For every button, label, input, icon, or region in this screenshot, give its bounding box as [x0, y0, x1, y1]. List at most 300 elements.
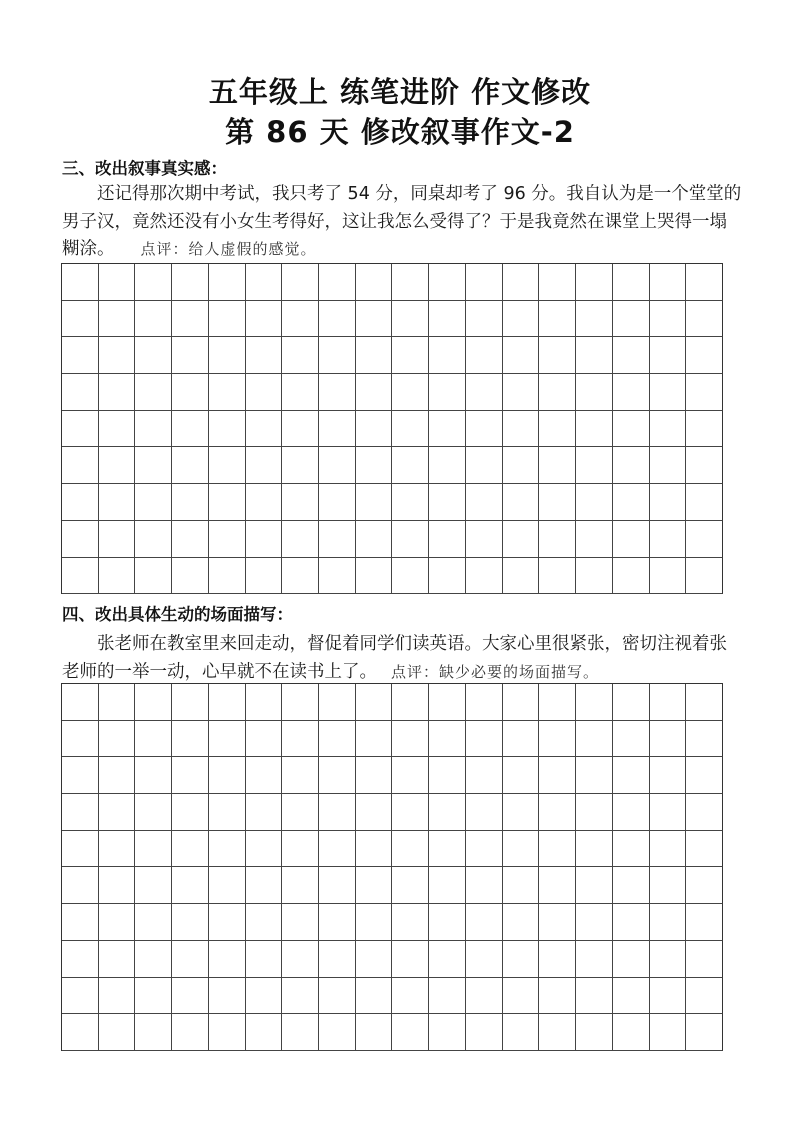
grid-cell[interactable]	[319, 337, 356, 374]
grid-cell[interactable]	[686, 1014, 723, 1051]
grid-cell[interactable]	[319, 831, 356, 868]
grid-cell[interactable]	[135, 794, 172, 831]
grid-cell[interactable]	[282, 447, 319, 484]
grid-cell[interactable]	[466, 757, 503, 794]
grid-cell[interactable]	[650, 831, 687, 868]
grid-cell[interactable]	[246, 978, 283, 1015]
grid-cell[interactable]	[429, 831, 466, 868]
grid-cell[interactable]	[686, 337, 723, 374]
grid-cell[interactable]	[392, 264, 429, 301]
grid-cell[interactable]	[209, 264, 246, 301]
grid-cell[interactable]	[613, 757, 650, 794]
grid-cell[interactable]	[135, 684, 172, 721]
grid-cell[interactable]	[282, 558, 319, 595]
grid-cell[interactable]	[209, 684, 246, 721]
grid-cell[interactable]	[613, 1014, 650, 1051]
grid-cell[interactable]	[503, 721, 540, 758]
grid-cell[interactable]	[686, 904, 723, 941]
grid-cell[interactable]	[503, 337, 540, 374]
grid-cell[interactable]	[246, 337, 283, 374]
grid-cell[interactable]	[613, 264, 650, 301]
grid-cell[interactable]	[613, 904, 650, 941]
grid-cell[interactable]	[209, 521, 246, 558]
grid-cell[interactable]	[503, 374, 540, 411]
grid-cell[interactable]	[356, 374, 393, 411]
grid-cell[interactable]	[282, 794, 319, 831]
grid-cell[interactable]	[319, 721, 356, 758]
grid-cell[interactable]	[576, 757, 613, 794]
grid-cell[interactable]	[172, 447, 209, 484]
grid-cell[interactable]	[99, 684, 136, 721]
grid-cell[interactable]	[135, 521, 172, 558]
grid-cell[interactable]	[99, 558, 136, 595]
grid-cell[interactable]	[172, 264, 209, 301]
grid-cell[interactable]	[466, 521, 503, 558]
grid-cell[interactable]	[466, 411, 503, 448]
grid-cell[interactable]	[392, 941, 429, 978]
grid-cell[interactable]	[356, 721, 393, 758]
writing-grid-section-4[interactable]	[61, 683, 723, 1051]
grid-cell[interactable]	[319, 904, 356, 941]
grid-cell[interactable]	[246, 301, 283, 338]
grid-cell[interactable]	[209, 301, 246, 338]
grid-cell[interactable]	[429, 301, 466, 338]
grid-cell[interactable]	[172, 484, 209, 521]
grid-cell[interactable]	[282, 484, 319, 521]
grid-cell[interactable]	[172, 794, 209, 831]
grid-cell[interactable]	[392, 978, 429, 1015]
grid-cell[interactable]	[650, 374, 687, 411]
grid-cell[interactable]	[539, 411, 576, 448]
grid-cell[interactable]	[135, 978, 172, 1015]
grid-cell[interactable]	[613, 521, 650, 558]
grid-cell[interactable]	[356, 757, 393, 794]
grid-cell[interactable]	[62, 447, 99, 484]
grid-cell[interactable]	[576, 447, 613, 484]
grid-cell[interactable]	[576, 521, 613, 558]
grid-cell[interactable]	[99, 411, 136, 448]
grid-cell[interactable]	[319, 978, 356, 1015]
grid-cell[interactable]	[503, 978, 540, 1015]
grid-cell[interactable]	[62, 904, 99, 941]
grid-cell[interactable]	[356, 337, 393, 374]
grid-cell[interactable]	[576, 484, 613, 521]
grid-cell[interactable]	[135, 867, 172, 904]
grid-cell[interactable]	[686, 447, 723, 484]
grid-cell[interactable]	[686, 264, 723, 301]
grid-cell[interactable]	[319, 264, 356, 301]
grid-cell[interactable]	[135, 374, 172, 411]
grid-cell[interactable]	[209, 411, 246, 448]
grid-cell[interactable]	[62, 794, 99, 831]
grid-cell[interactable]	[650, 558, 687, 595]
grid-cell[interactable]	[135, 558, 172, 595]
grid-cell[interactable]	[613, 684, 650, 721]
grid-cell[interactable]	[503, 521, 540, 558]
grid-cell[interactable]	[466, 904, 503, 941]
grid-cell[interactable]	[246, 558, 283, 595]
grid-cell[interactable]	[613, 721, 650, 758]
grid-cell[interactable]	[246, 484, 283, 521]
grid-cell[interactable]	[356, 941, 393, 978]
grid-cell[interactable]	[466, 374, 503, 411]
grid-cell[interactable]	[539, 941, 576, 978]
grid-cell[interactable]	[246, 521, 283, 558]
grid-cell[interactable]	[135, 904, 172, 941]
grid-cell[interactable]	[62, 374, 99, 411]
grid-cell[interactable]	[429, 1014, 466, 1051]
grid-cell[interactable]	[503, 558, 540, 595]
grid-cell[interactable]	[686, 411, 723, 448]
grid-cell[interactable]	[99, 301, 136, 338]
grid-cell[interactable]	[356, 684, 393, 721]
grid-cell[interactable]	[686, 521, 723, 558]
grid-cell[interactable]	[539, 684, 576, 721]
grid-cell[interactable]	[650, 867, 687, 904]
grid-cell[interactable]	[686, 374, 723, 411]
grid-cell[interactable]	[282, 721, 319, 758]
grid-cell[interactable]	[613, 867, 650, 904]
grid-cell[interactable]	[503, 794, 540, 831]
grid-cell[interactable]	[650, 794, 687, 831]
grid-cell[interactable]	[539, 558, 576, 595]
grid-cell[interactable]	[429, 521, 466, 558]
grid-cell[interactable]	[135, 301, 172, 338]
grid-cell[interactable]	[282, 521, 319, 558]
grid-cell[interactable]	[539, 447, 576, 484]
grid-cell[interactable]	[466, 301, 503, 338]
grid-cell[interactable]	[392, 904, 429, 941]
grid-cell[interactable]	[135, 831, 172, 868]
grid-cell[interactable]	[209, 1014, 246, 1051]
grid-cell[interactable]	[282, 831, 319, 868]
grid-cell[interactable]	[62, 301, 99, 338]
grid-cell[interactable]	[429, 721, 466, 758]
grid-cell[interactable]	[650, 447, 687, 484]
grid-cell[interactable]	[209, 978, 246, 1015]
grid-cell[interactable]	[539, 521, 576, 558]
grid-cell[interactable]	[62, 831, 99, 868]
grid-cell[interactable]	[356, 411, 393, 448]
grid-cell[interactable]	[62, 484, 99, 521]
grid-cell[interactable]	[576, 978, 613, 1015]
grid-cell[interactable]	[539, 794, 576, 831]
grid-cell[interactable]	[392, 374, 429, 411]
grid-cell[interactable]	[576, 411, 613, 448]
grid-cell[interactable]	[613, 941, 650, 978]
grid-cell[interactable]	[503, 684, 540, 721]
grid-cell[interactable]	[576, 867, 613, 904]
grid-cell[interactable]	[650, 484, 687, 521]
grid-cell[interactable]	[429, 794, 466, 831]
grid-cell[interactable]	[686, 978, 723, 1015]
grid-cell[interactable]	[392, 521, 429, 558]
grid-cell[interactable]	[246, 374, 283, 411]
grid-cell[interactable]	[576, 337, 613, 374]
grid-cell[interactable]	[466, 831, 503, 868]
grid-cell[interactable]	[650, 521, 687, 558]
grid-cell[interactable]	[99, 757, 136, 794]
grid-cell[interactable]	[246, 867, 283, 904]
grid-cell[interactable]	[503, 447, 540, 484]
grid-cell[interactable]	[282, 867, 319, 904]
grid-cell[interactable]	[99, 337, 136, 374]
grid-cell[interactable]	[62, 867, 99, 904]
grid-cell[interactable]	[650, 978, 687, 1015]
grid-cell[interactable]	[576, 831, 613, 868]
grid-cell[interactable]	[686, 867, 723, 904]
grid-cell[interactable]	[686, 831, 723, 868]
grid-cell[interactable]	[319, 558, 356, 595]
grid-cell[interactable]	[686, 757, 723, 794]
grid-cell[interactable]	[282, 941, 319, 978]
grid-cell[interactable]	[503, 757, 540, 794]
grid-cell[interactable]	[650, 684, 687, 721]
grid-cell[interactable]	[282, 337, 319, 374]
grid-cell[interactable]	[650, 337, 687, 374]
grid-cell[interactable]	[503, 941, 540, 978]
grid-cell[interactable]	[172, 867, 209, 904]
grid-cell[interactable]	[576, 1014, 613, 1051]
grid-cell[interactable]	[686, 558, 723, 595]
grid-cell[interactable]	[539, 484, 576, 521]
grid-cell[interactable]	[209, 757, 246, 794]
grid-cell[interactable]	[99, 978, 136, 1015]
grid-cell[interactable]	[650, 904, 687, 941]
grid-cell[interactable]	[319, 1014, 356, 1051]
grid-cell[interactable]	[576, 941, 613, 978]
grid-cell[interactable]	[392, 684, 429, 721]
grid-cell[interactable]	[686, 941, 723, 978]
grid-cell[interactable]	[539, 301, 576, 338]
writing-grid-section-3[interactable]	[61, 263, 723, 594]
grid-cell[interactable]	[356, 794, 393, 831]
grid-cell[interactable]	[392, 558, 429, 595]
grid-cell[interactable]	[392, 301, 429, 338]
grid-cell[interactable]	[576, 374, 613, 411]
grid-cell[interactable]	[503, 411, 540, 448]
grid-cell[interactable]	[135, 484, 172, 521]
grid-cell[interactable]	[576, 684, 613, 721]
grid-cell[interactable]	[319, 941, 356, 978]
grid-cell[interactable]	[209, 867, 246, 904]
grid-cell[interactable]	[172, 721, 209, 758]
grid-cell[interactable]	[246, 684, 283, 721]
grid-cell[interactable]	[539, 904, 576, 941]
grid-cell[interactable]	[429, 264, 466, 301]
grid-cell[interactable]	[429, 978, 466, 1015]
grid-cell[interactable]	[613, 831, 650, 868]
grid-cell[interactable]	[209, 447, 246, 484]
grid-cell[interactable]	[613, 374, 650, 411]
grid-cell[interactable]	[429, 941, 466, 978]
grid-cell[interactable]	[466, 684, 503, 721]
grid-cell[interactable]	[319, 867, 356, 904]
grid-cell[interactable]	[99, 831, 136, 868]
grid-cell[interactable]	[576, 794, 613, 831]
grid-cell[interactable]	[356, 558, 393, 595]
grid-cell[interactable]	[650, 941, 687, 978]
grid-cell[interactable]	[356, 867, 393, 904]
grid-cell[interactable]	[539, 337, 576, 374]
grid-cell[interactable]	[282, 904, 319, 941]
grid-cell[interactable]	[650, 1014, 687, 1051]
grid-cell[interactable]	[99, 264, 136, 301]
grid-cell[interactable]	[466, 484, 503, 521]
grid-cell[interactable]	[209, 904, 246, 941]
grid-cell[interactable]	[429, 374, 466, 411]
grid-cell[interactable]	[62, 337, 99, 374]
grid-cell[interactable]	[429, 867, 466, 904]
grid-cell[interactable]	[246, 447, 283, 484]
grid-cell[interactable]	[209, 941, 246, 978]
grid-cell[interactable]	[392, 484, 429, 521]
grid-cell[interactable]	[466, 337, 503, 374]
grid-cell[interactable]	[356, 904, 393, 941]
grid-cell[interactable]	[392, 867, 429, 904]
grid-cell[interactable]	[686, 794, 723, 831]
grid-cell[interactable]	[319, 684, 356, 721]
grid-cell[interactable]	[282, 757, 319, 794]
grid-cell[interactable]	[282, 1014, 319, 1051]
grid-cell[interactable]	[392, 831, 429, 868]
grid-cell[interactable]	[172, 684, 209, 721]
grid-cell[interactable]	[135, 264, 172, 301]
grid-cell[interactable]	[99, 374, 136, 411]
grid-cell[interactable]	[429, 904, 466, 941]
grid-cell[interactable]	[613, 301, 650, 338]
grid-cell[interactable]	[246, 831, 283, 868]
grid-cell[interactable]	[503, 831, 540, 868]
grid-cell[interactable]	[135, 721, 172, 758]
grid-cell[interactable]	[209, 337, 246, 374]
grid-cell[interactable]	[246, 411, 283, 448]
grid-cell[interactable]	[62, 684, 99, 721]
grid-cell[interactable]	[539, 374, 576, 411]
grid-cell[interactable]	[62, 411, 99, 448]
grid-cell[interactable]	[319, 794, 356, 831]
grid-cell[interactable]	[62, 1014, 99, 1051]
grid-cell[interactable]	[466, 941, 503, 978]
grid-cell[interactable]	[319, 484, 356, 521]
grid-cell[interactable]	[576, 721, 613, 758]
grid-cell[interactable]	[356, 264, 393, 301]
grid-cell[interactable]	[172, 337, 209, 374]
grid-cell[interactable]	[172, 558, 209, 595]
grid-cell[interactable]	[392, 757, 429, 794]
grid-cell[interactable]	[613, 978, 650, 1015]
grid-cell[interactable]	[466, 867, 503, 904]
grid-cell[interactable]	[282, 684, 319, 721]
grid-cell[interactable]	[576, 904, 613, 941]
grid-cell[interactable]	[172, 521, 209, 558]
grid-cell[interactable]	[246, 941, 283, 978]
grid-cell[interactable]	[356, 484, 393, 521]
grid-cell[interactable]	[392, 337, 429, 374]
grid-cell[interactable]	[135, 447, 172, 484]
grid-cell[interactable]	[576, 264, 613, 301]
grid-cell[interactable]	[99, 867, 136, 904]
grid-cell[interactable]	[686, 301, 723, 338]
grid-cell[interactable]	[246, 721, 283, 758]
grid-cell[interactable]	[209, 794, 246, 831]
grid-cell[interactable]	[99, 521, 136, 558]
grid-cell[interactable]	[429, 757, 466, 794]
grid-cell[interactable]	[172, 904, 209, 941]
grid-cell[interactable]	[319, 411, 356, 448]
grid-cell[interactable]	[466, 721, 503, 758]
grid-cell[interactable]	[282, 301, 319, 338]
grid-cell[interactable]	[319, 447, 356, 484]
grid-cell[interactable]	[99, 904, 136, 941]
grid-cell[interactable]	[503, 484, 540, 521]
grid-cell[interactable]	[466, 447, 503, 484]
grid-cell[interactable]	[135, 941, 172, 978]
grid-cell[interactable]	[466, 794, 503, 831]
grid-cell[interactable]	[246, 794, 283, 831]
grid-cell[interactable]	[172, 941, 209, 978]
grid-cell[interactable]	[356, 521, 393, 558]
grid-cell[interactable]	[282, 374, 319, 411]
grid-cell[interactable]	[209, 831, 246, 868]
grid-cell[interactable]	[62, 721, 99, 758]
grid-cell[interactable]	[319, 521, 356, 558]
grid-cell[interactable]	[650, 411, 687, 448]
grid-cell[interactable]	[613, 794, 650, 831]
grid-cell[interactable]	[503, 867, 540, 904]
grid-cell[interactable]	[613, 447, 650, 484]
grid-cell[interactable]	[246, 904, 283, 941]
grid-cell[interactable]	[392, 447, 429, 484]
grid-cell[interactable]	[209, 484, 246, 521]
grid-cell[interactable]	[172, 757, 209, 794]
grid-cell[interactable]	[172, 1014, 209, 1051]
grid-cell[interactable]	[135, 337, 172, 374]
grid-cell[interactable]	[62, 521, 99, 558]
grid-cell[interactable]	[135, 1014, 172, 1051]
grid-cell[interactable]	[62, 978, 99, 1015]
grid-cell[interactable]	[392, 411, 429, 448]
grid-cell[interactable]	[650, 757, 687, 794]
grid-cell[interactable]	[466, 558, 503, 595]
grid-cell[interactable]	[466, 978, 503, 1015]
grid-cell[interactable]	[319, 301, 356, 338]
grid-cell[interactable]	[539, 1014, 576, 1051]
grid-cell[interactable]	[429, 447, 466, 484]
grid-cell[interactable]	[503, 301, 540, 338]
grid-cell[interactable]	[172, 978, 209, 1015]
grid-cell[interactable]	[319, 374, 356, 411]
grid-cell[interactable]	[356, 831, 393, 868]
grid-cell[interactable]	[99, 447, 136, 484]
grid-cell[interactable]	[62, 757, 99, 794]
grid-cell[interactable]	[209, 721, 246, 758]
grid-cell[interactable]	[246, 264, 283, 301]
grid-cell[interactable]	[576, 301, 613, 338]
grid-cell[interactable]	[539, 978, 576, 1015]
grid-cell[interactable]	[246, 757, 283, 794]
grid-cell[interactable]	[392, 721, 429, 758]
grid-cell[interactable]	[282, 264, 319, 301]
grid-cell[interactable]	[172, 831, 209, 868]
grid-cell[interactable]	[392, 1014, 429, 1051]
grid-cell[interactable]	[429, 684, 466, 721]
grid-cell[interactable]	[539, 264, 576, 301]
grid-cell[interactable]	[282, 411, 319, 448]
grid-cell[interactable]	[686, 721, 723, 758]
grid-cell[interactable]	[613, 484, 650, 521]
grid-cell[interactable]	[613, 411, 650, 448]
